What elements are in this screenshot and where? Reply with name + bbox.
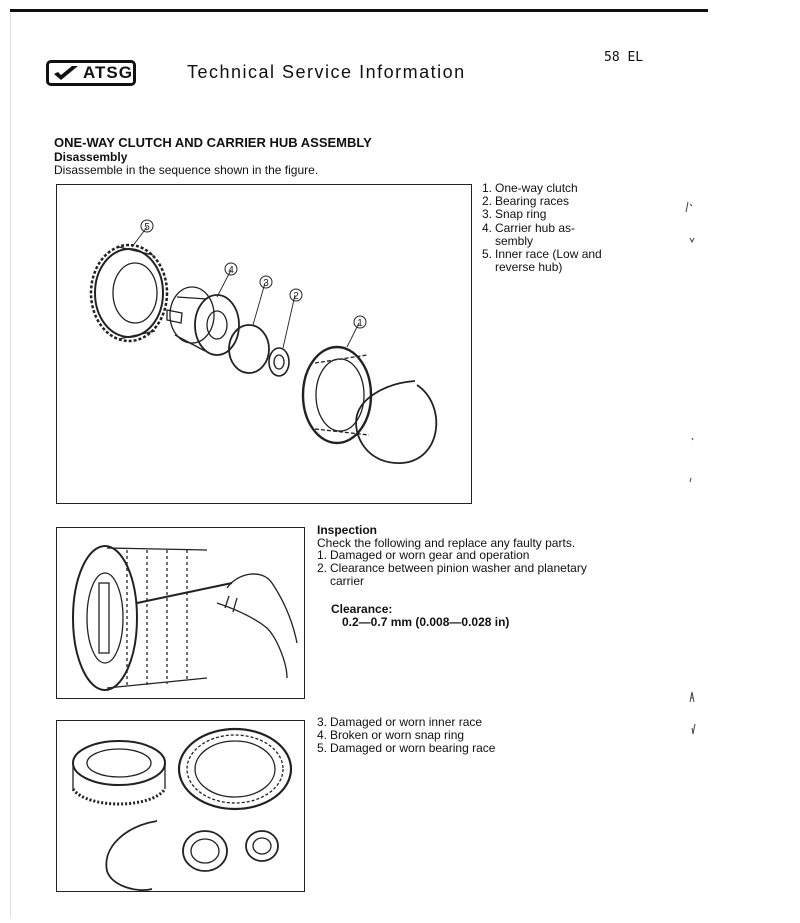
bearing-race (269, 348, 289, 376)
one-way-clutch (303, 347, 371, 443)
section-heading: ONE-WAY CLUTCH AND CARRIER HUB ASSEMBLY (54, 135, 372, 150)
logo-text: ATSG (83, 63, 133, 82)
list-item (482, 222, 605, 248)
race-tiny (246, 831, 278, 861)
snap-ring-small (229, 325, 269, 373)
inner-race-gear (73, 741, 165, 804)
list-item (482, 248, 605, 274)
callout-4: 4 (228, 265, 234, 276)
clutch-ring (179, 729, 291, 809)
inspection-list (317, 549, 615, 589)
inspection-title: Inspection (317, 523, 378, 537)
inspection-parts-drawing (57, 721, 304, 891)
clearance-check-drawing (57, 528, 304, 698)
item-number: 2. (317, 561, 328, 576)
item-text: Damaged or worn bearing race (330, 741, 496, 756)
item-text: Carrier hub as- sembly (495, 220, 576, 248)
item-text: Inner race (Low and reverse hub) (495, 247, 602, 275)
section-intro: Disassemble in the sequence shown in the figure. (54, 163, 319, 177)
callout-2: 2 (293, 291, 299, 302)
callout-1: 1 (357, 318, 363, 329)
race-small (183, 831, 227, 871)
item-text: Damaged or worn gear and operation (330, 548, 530, 562)
snap-ring (106, 821, 157, 890)
item-number: 4. (482, 220, 493, 235)
callout-3: 3 (263, 278, 269, 289)
checkmark-logo-icon (53, 65, 79, 81)
scan-edge-marks (680, 200, 710, 740)
inspection-intro: Check the following and replace any faulty parts. (317, 536, 576, 550)
item-text: Snap ring (495, 207, 547, 222)
inner-race-drum (91, 245, 167, 341)
item-number: 1. (317, 548, 328, 562)
section-subheading: Disassembly (54, 150, 128, 164)
inspection-list-continued (317, 716, 590, 756)
list-item (317, 562, 615, 588)
page-header-title: Technical Service Information (187, 62, 466, 82)
page-code: 58 EL (604, 50, 644, 65)
top-rule (10, 9, 708, 12)
page-edge (10, 12, 11, 917)
item-number: 3. (482, 207, 493, 222)
clearance-check-figure (56, 527, 305, 699)
item-number: 2. (482, 194, 493, 209)
callout-5: 5 (144, 222, 150, 233)
item-number: 1. (482, 181, 493, 195)
item-number: 4. (317, 728, 328, 743)
exploded-view-drawing (57, 185, 471, 503)
list-item (317, 742, 590, 755)
item-text: Bearing races (495, 194, 570, 209)
carrier-hub (167, 287, 239, 355)
item-text: Clearance between pinion washer and planetary carrier (330, 561, 587, 589)
atsg-logo (46, 60, 136, 86)
item-text: Broken or worn snap ring (330, 728, 465, 743)
item-number: 5. (317, 741, 328, 756)
item-number: 3. (317, 715, 328, 729)
clearance-label: Clearance: (331, 602, 393, 616)
snap-ring-large (356, 381, 436, 463)
item-text: Damaged or worn inner race (330, 715, 483, 729)
clearance-value: 0.2—0.7 mm (0.008—0.028 in) (342, 615, 510, 629)
item-number: 5. (482, 247, 493, 262)
exploded-view-figure (56, 184, 472, 504)
item-text: One-way clutch (495, 181, 578, 195)
inspection-parts-figure (56, 720, 305, 892)
parts-list (482, 182, 605, 274)
